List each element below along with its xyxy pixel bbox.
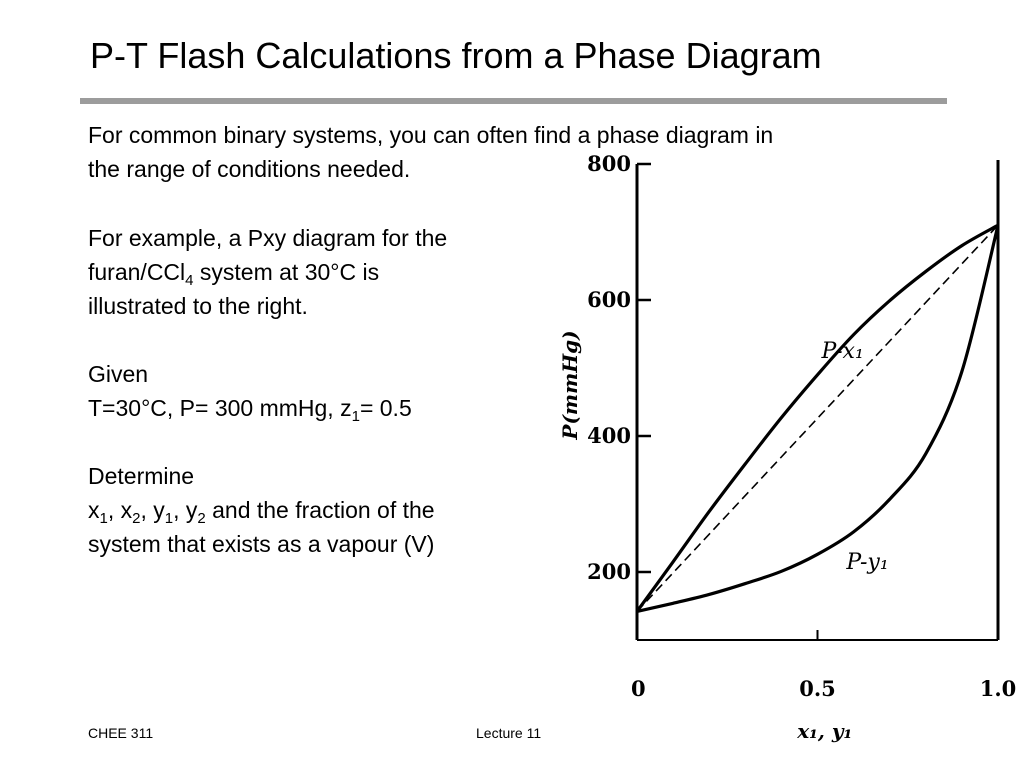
given-paragraph [88, 357, 412, 425]
example-text-b: system at 30°C is [193, 259, 380, 285]
det-sub-3: 1 [164, 510, 174, 527]
curve-label-p-x1: P-x₁ [821, 339, 864, 364]
example-line-2 [88, 255, 447, 289]
footer-lecture: Lecture 11 [476, 725, 542, 741]
determine-variables [88, 493, 435, 527]
x-axis-title: x₁, y₁ [797, 719, 853, 743]
chart-ticks [587, 151, 1016, 701]
chart-series [637, 225, 998, 611]
curve-label-p-y1: P-y₁ [846, 550, 889, 576]
given-text-a: T=30°C, P= 300 mmHg, z [88, 395, 352, 421]
det-text-2: , x [107, 497, 133, 523]
det-sub-4: 2 [197, 510, 206, 527]
example-paragraph [88, 221, 447, 323]
determine-line-2: system that exists as a vapour (V) [88, 531, 435, 557]
intro-line-2: the range of conditions needed. [88, 156, 411, 182]
det-sub-1: 1 [99, 510, 108, 527]
y-tick-label: 200 [587, 559, 631, 584]
example-text-a: furan/CCl [88, 259, 186, 285]
slide-title: P-T Flash Calculations from a Phase Diagram [90, 35, 822, 76]
y-tick-label: 600 [587, 287, 631, 312]
pxy-phase-diagram [540, 150, 1024, 750]
x-tick-label: 0 [631, 676, 646, 701]
det-text-3: , y [140, 497, 165, 523]
example-line-1: For example, a Pxy diagram for the [88, 225, 448, 251]
chart-axes [637, 160, 998, 640]
det-sub-2: 2 [132, 510, 141, 527]
footer-course: CHEE 311 [88, 725, 154, 741]
given-heading: Given [88, 361, 149, 387]
given-text-b: = 0.5 [359, 395, 412, 421]
given-conditions [88, 391, 412, 425]
x-tick-label: 0.5 [799, 676, 836, 701]
determine-heading: Determine [88, 463, 195, 489]
determine-paragraph [88, 459, 435, 561]
example-line-3: illustrated to the right. [88, 293, 308, 319]
intro-line-1: For common binary systems, you can often find a phase diagram in [88, 122, 774, 148]
y-tick-label: 400 [587, 423, 631, 448]
chart-labels [558, 330, 889, 743]
det-text-4: , y [173, 497, 198, 523]
det-text-5: and the fraction of the [205, 497, 435, 523]
title-divider [80, 98, 947, 104]
y-tick-label: 800 [587, 151, 631, 176]
example-subscript: 4 [185, 272, 194, 289]
det-text-1: x [88, 497, 100, 523]
x-tick-label: 1.0 [979, 676, 1017, 701]
given-subscript: 1 [351, 408, 360, 425]
y-axis-title: P(mmHg) [558, 330, 582, 440]
